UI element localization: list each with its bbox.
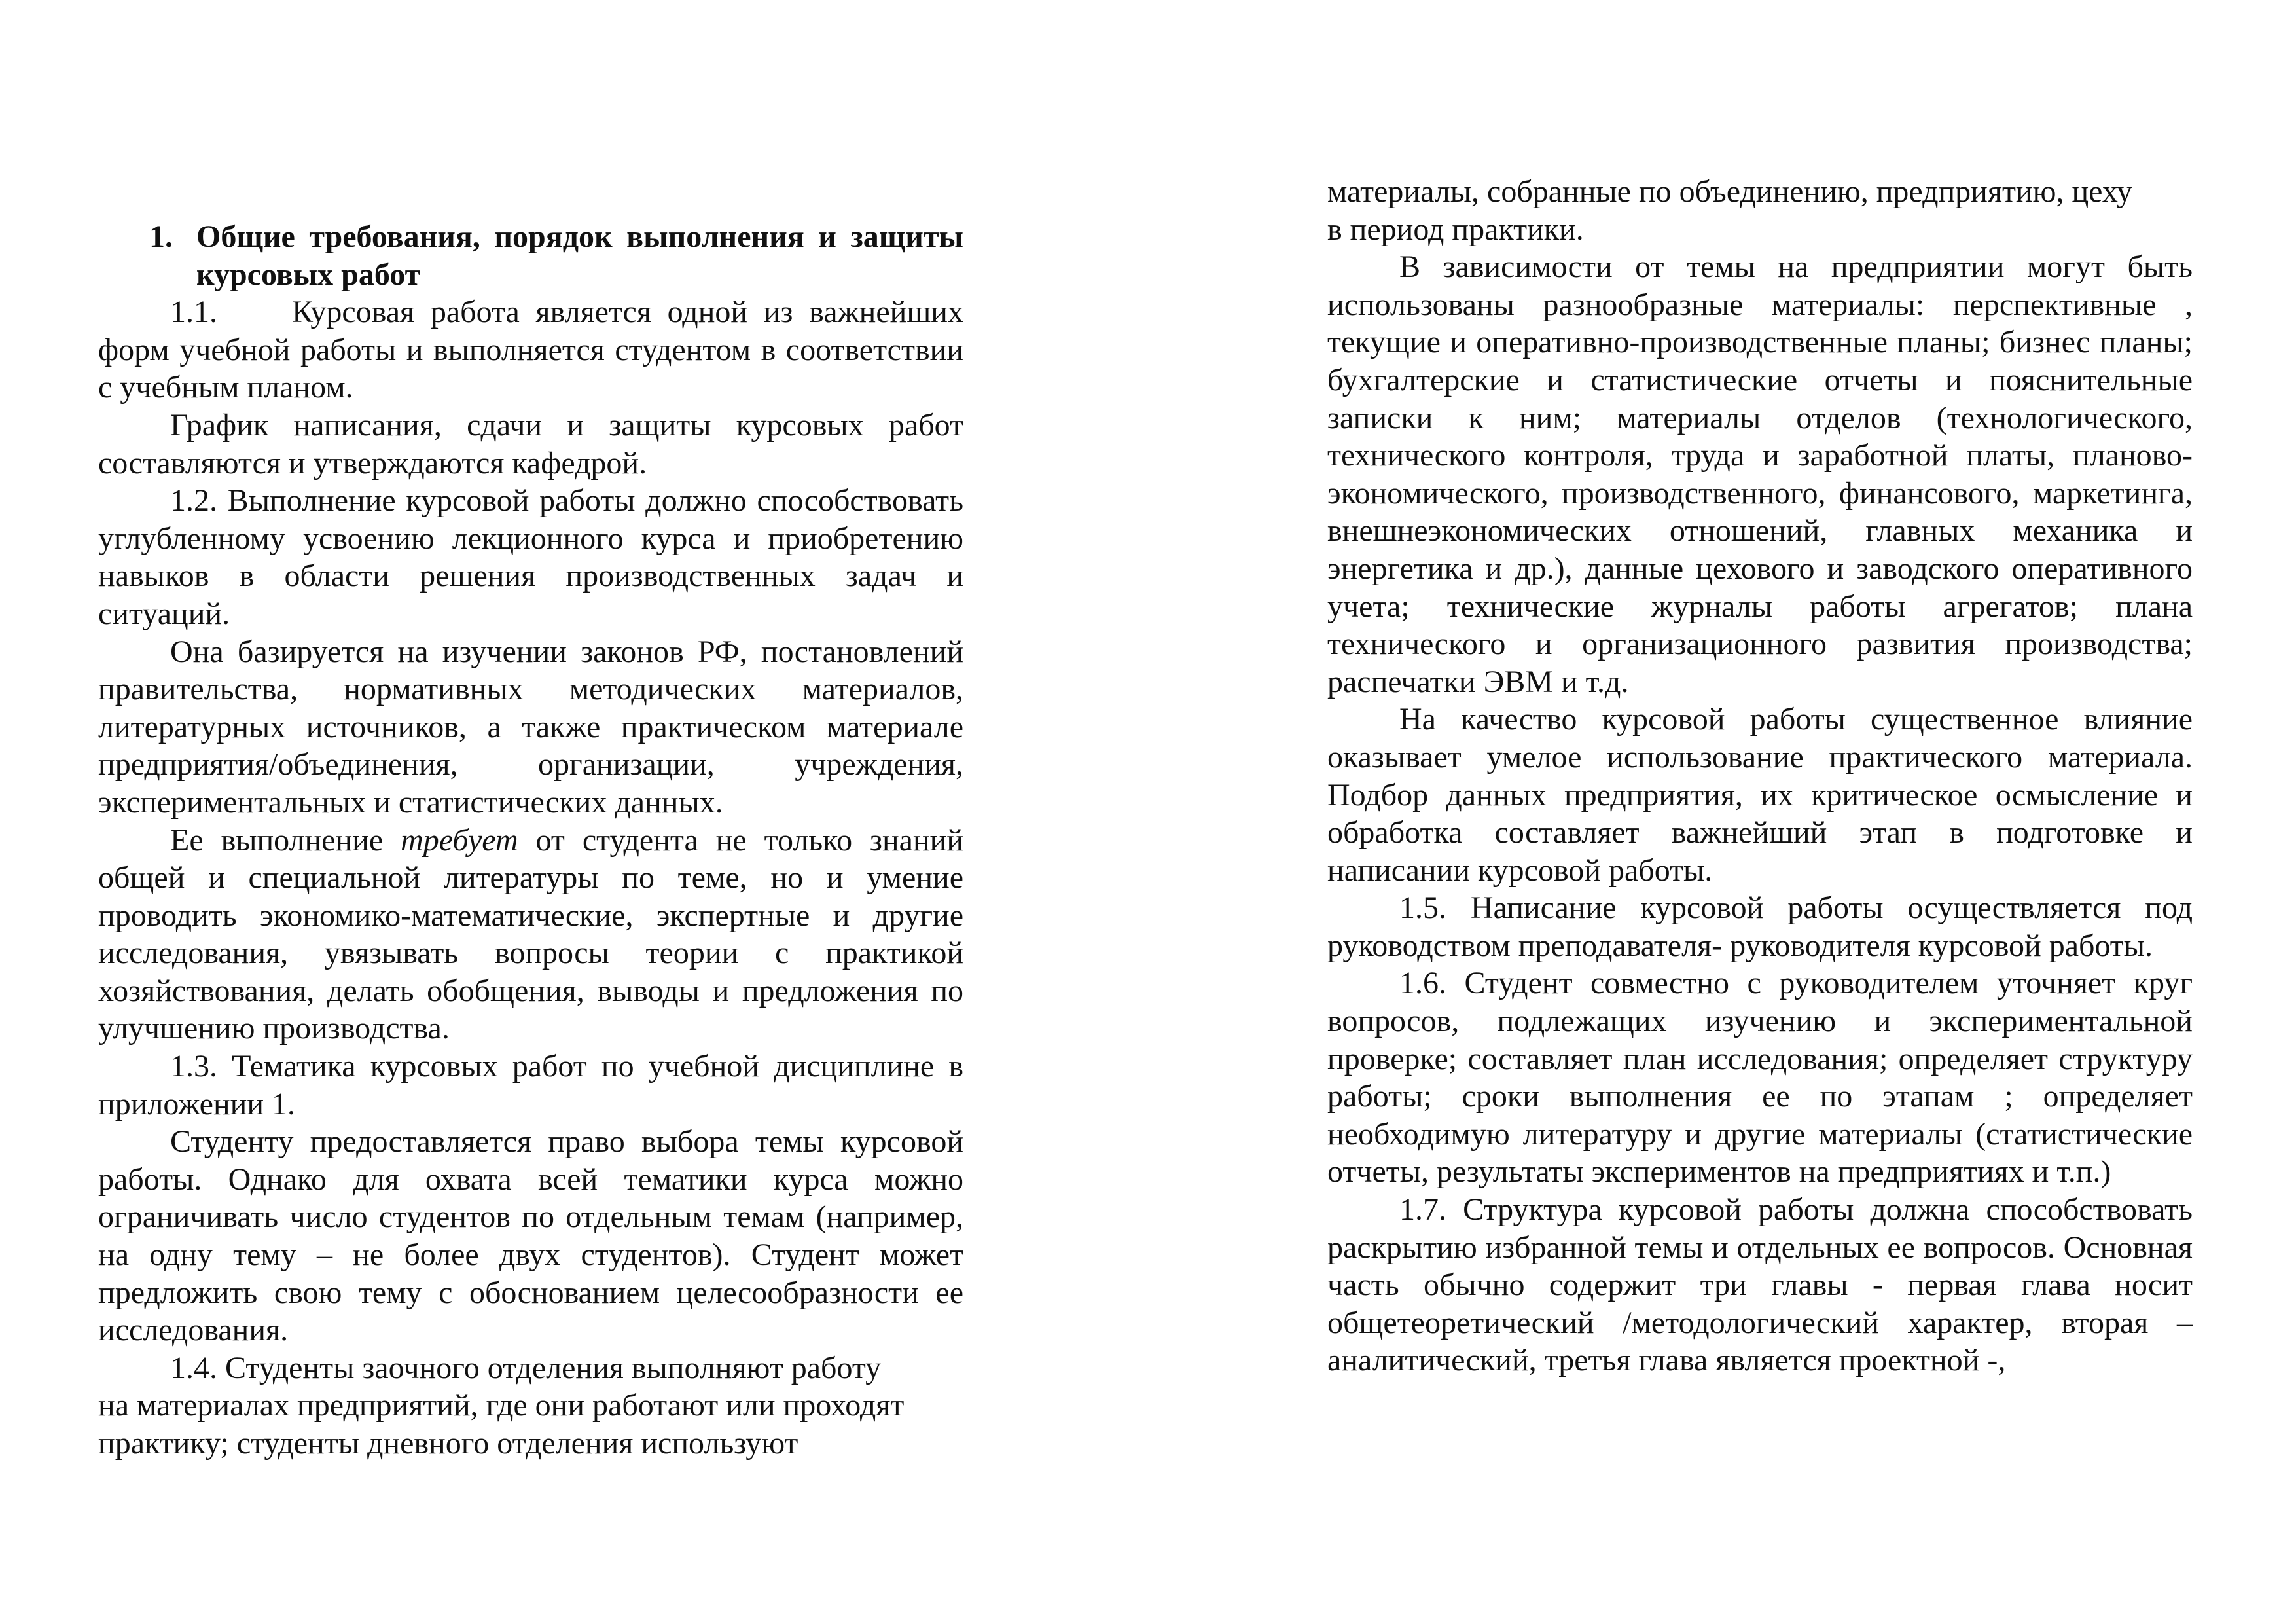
section-heading-number: 1. [149,219,173,254]
clause-1-6: 1.6. Студент совместно с руководителем уточняет круг вопросов, подлежащих изучению и экспериментальной проверке; составляет план исследования; определяет структуру работы; сроки выполнения ее по этапам ; определяет необходимую литературу и другие материалы (статистические отчеты, результаты экспериментов на предприятиях и т.п.) [1327,966,2193,1190]
clause-1-7: 1.7. Структура курсовой работы должна способствовать раскрытию избранной темы и отдельных ее вопросов. Основная часть обычно содержит три главы - первая глава носит общетеоретический /методологический характер, вторая – аналитический, третья глава является проектной -, [1327,1192,2193,1378]
paragraph-schedule: График написания, сдачи и защиты курсовых работ составляются и утверждаются кафедрой. [98,407,963,481]
clause-1-3: 1.3. Тематика курсовых работ по учебной дисциплине в приложении 1. [98,1049,963,1122]
clause-1-1 [98,293,963,407]
paragraph-requires-italic: требует [401,822,518,858]
paragraph-topic-choice: Студенту предоставляется право выбора темы курсовой работы. Однако для охвата всей тематики курса можно ограничивать число студентов по отдельным темам (например, на одну тему – не более двух студентов). Студент может предложить свою тему с обоснованием целесообразности ее исследования. [98,1124,963,1348]
clause-1-4-line-1: 1.4. Студенты заочного отделения выполняют работу [170,1350,882,1385]
paragraph-requires [98,822,963,1048]
paragraph-requires-before: Ее выполнение [170,822,384,858]
right-page-column [1327,0,2193,1379]
paragraph-quality: На качество курсовой работы существенное влияние оказывает умелое использование практического материала. Подбор данных предприятия, их критическое осмысление и обработка составляет важнейший этап в подготовке и написании курсовой работы. [1327,702,2193,888]
paragraph-materials: В зависимости от темы на предприятии могут быть использованы разнообразные материалы: перспективные , текущие и оперативно-производственные планы; бизнес планы; бухгалтерские и статистические отчеты и пояснительные записки к ним; материалы отделов (технологического, технического контроля, труда и заработной платы, планово-экономического, производственного, финансового, маркетинга, внешнеэкономических отношений, главных механика и энергетика и др.), данные цехового и заводского оперативного учета; технические журналы работы агрегатов; плана технического и организационного развития производства; распечатки ЭВМ и т.д. [1327,249,2193,699]
section-heading-text: Общие требования, порядок выполнения и защиты курсовых работ [196,219,963,292]
clause-1-5: 1.5. Написание курсовой работы осуществляется под руководством преподавателя- руководителя курсовой работы. [1327,890,2193,963]
continuation-line-2: в период практики. [1327,211,1584,247]
clause-1-4-line-3: практику; студенты дневного отделения используют [98,1426,798,1461]
paragraph-based-on: Она базируется на изучении законов РФ, постановлений правительства, нормативных методических материалов, литературных источников, а также практическом материале предприятия/объединения, организации, учреждения, экспериментальных и статистических данных. [98,634,963,820]
clause-1-2: 1.2. Выполнение курсовой работы должно способствовать углубленному усвоению лекционного курса и приобретению навыков в области решения производственных задач и ситуаций. [98,483,963,631]
paragraph-requires-after: от студента не только знаний общей и специальной литературы по теме, но и умение проводить экономико-математические, экспертные и другие исследования, увязывать вопросы теории с практикой хозяйствования, делать обобщения, выводы и предложения по улучшению производства. [98,822,964,1046]
clause-1-1-number: 1.1. [170,295,217,330]
continuation-line-1: материалы, собранные по объединению, предприятию, цеху [1327,174,2132,209]
clause-1-4-line-2: на материалах предприятий, где они работают или проходят [98,1388,905,1423]
section-heading [98,218,963,293]
left-page-column [98,0,963,1463]
clause-1-1-text: Курсовая работа является одной из важнейших форм учебной работы и выполняется студентом в соответствии с учебным планом. [98,295,963,405]
